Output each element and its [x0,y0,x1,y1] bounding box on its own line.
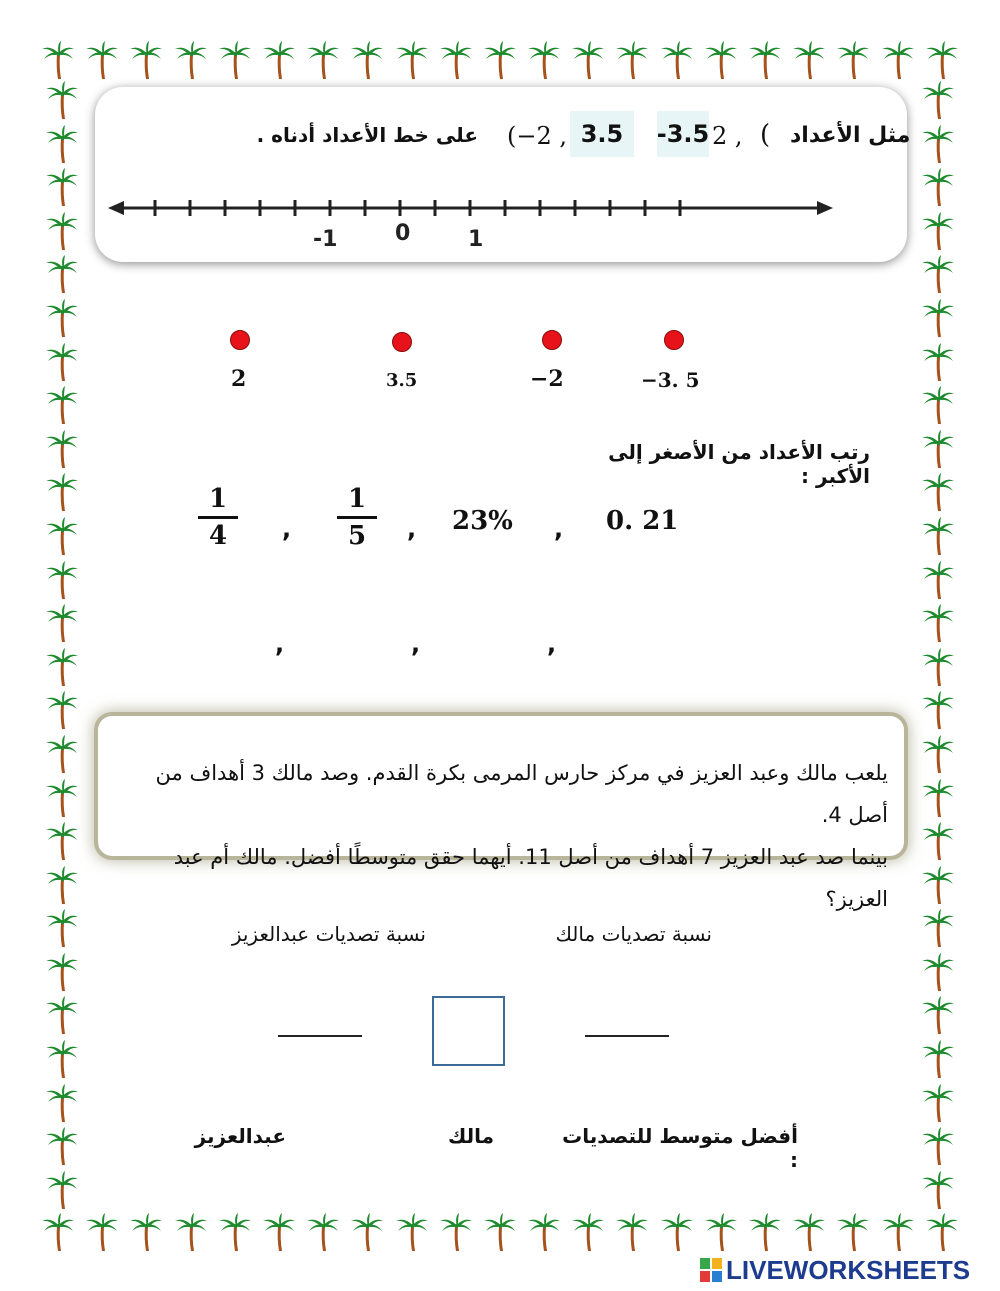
point-2-label: 2 [231,366,247,392]
palm-tree-icon [305,40,341,80]
palm-tree-icon [920,995,956,1035]
story-line-1: يلعب مالك وعبد العزيز في مركز حارس المرمى بكرة القدم. وصد مالك 3 أهداف من أصل 4. [155,761,888,827]
palm-tree-icon [920,1170,956,1210]
palm-tree-icon [791,1212,827,1252]
palm-tree-icon [526,1212,562,1252]
palm-tree-icon [920,865,956,905]
decimal-value[interactable]: 0. 21 [606,506,679,536]
separator-comma: , [282,515,292,543]
point-3-5-dot[interactable] [392,332,412,352]
palm-tree-icon [920,603,956,643]
option-malek[interactable]: مالك [447,1124,494,1148]
palm-tree-icon [920,254,956,294]
palm-tree-icon [920,734,956,774]
point-neg-3-5-dot[interactable] [664,330,684,350]
palm-border-right [918,80,958,1210]
malek-ratio-label: نسبة تصديات مالك [555,922,712,946]
comparison-box[interactable] [432,996,505,1066]
instruction-right: مثل الأعداد [790,123,911,148]
palm-tree-icon [40,40,76,80]
palm-tree-icon [438,40,474,80]
palm-tree-icon [44,603,80,643]
palm-border-top [40,40,960,84]
palm-tree-icon [44,865,80,905]
fraction-one-fifth[interactable] [337,484,377,551]
palm-tree-icon [920,211,956,251]
palm-tree-icon [44,211,80,251]
abdulaziz-ratio-label: نسبة تصديات عبدالعزيز [231,922,426,946]
set-value-neg-2: (−2 , [507,122,567,150]
palm-tree-icon [305,1212,341,1252]
palm-tree-icon [482,1212,518,1252]
palm-tree-icon [44,995,80,1035]
set-value-3-5[interactable]: 3.5 [570,111,634,157]
brand-name: LIVEWORKSHEETS [726,1254,971,1285]
palm-tree-icon [261,40,297,80]
palm-tree-icon [44,778,80,818]
palm-tree-icon [747,1212,783,1252]
palm-tree-icon [173,40,209,80]
palm-tree-icon [920,472,956,512]
palm-tree-icon [349,40,385,80]
palm-tree-icon [920,1039,956,1079]
set-value-neg-3-5[interactable]: -3.5 [657,111,709,157]
palm-tree-icon [920,298,956,338]
palm-tree-icon [44,1126,80,1166]
palm-tree-icon [920,429,956,469]
percent-value[interactable]: 23% [452,506,513,536]
paren-open: ( [760,120,771,150]
best-average-label: أفضل متوسط للتصديات : [562,1124,798,1172]
instruction-left: على خط الأعداد أدناه . [256,123,478,147]
palm-tree-icon [44,647,80,687]
palm-tree-icon [920,908,956,948]
palm-tree-icon [84,1212,120,1252]
tick-label-0: 0 [395,221,411,246]
palm-tree-icon [703,40,739,80]
number-line [108,190,833,260]
palm-tree-icon [44,690,80,730]
separator-comma: , [407,515,417,543]
story-text [118,752,888,920]
palm-tree-icon [349,1212,385,1252]
palm-tree-icon [920,342,956,382]
fraction-numerator: 1 [208,484,228,514]
palm-tree-icon [920,560,956,600]
palm-tree-icon [44,1083,80,1123]
point-neg-2-dot[interactable] [542,330,562,350]
palm-tree-icon [920,778,956,818]
palm-tree-icon [920,647,956,687]
palm-tree-icon [217,1212,253,1252]
palm-tree-icon [920,952,956,992]
palm-tree-icon [438,1212,474,1252]
palm-tree-icon [44,560,80,600]
palm-tree-icon [924,1212,960,1252]
palm-tree-icon [217,40,253,80]
story-line-2: بينما صد عبد العزيز 7 أهداف من أصل 11. أيهما حقق متوسطًا أفضل. مالك أم عبد العزيز؟ [173,845,888,911]
point-neg-3-5-label: −3. 5 [641,368,700,392]
palm-tree-icon [880,1212,916,1252]
palm-tree-icon [44,298,80,338]
palm-tree-icon [44,472,80,512]
palm-tree-icon [261,1212,297,1252]
tick-label-neg-1: -1 [313,227,338,252]
palm-border-left [42,80,82,1210]
fraction-one-quarter[interactable] [198,484,238,551]
palm-tree-icon [128,40,164,80]
palm-tree-icon [44,342,80,382]
palm-border-bottom [40,1212,960,1256]
palm-tree-icon [44,80,80,120]
palm-tree-icon [44,429,80,469]
palm-tree-icon [659,1212,695,1252]
answer-separator: , [275,630,285,658]
palm-tree-icon [173,1212,209,1252]
palm-tree-icon [920,1126,956,1166]
palm-tree-icon [44,1039,80,1079]
ordering-question: رتب الأعداد من الأصغر إلى الأكبر : [608,440,870,488]
palm-tree-icon [394,1212,430,1252]
palm-tree-icon [44,516,80,556]
palm-tree-icon [835,40,871,80]
palm-tree-icon [482,40,518,80]
answer-separator: , [411,630,421,658]
palm-tree-icon [920,821,956,861]
point-2-dot[interactable] [230,330,250,350]
palm-tree-icon [920,124,956,164]
option-abdulaziz[interactable]: عبدالعزيز [194,1124,286,1148]
fraction-denominator: 4 [208,520,228,551]
palm-tree-icon [570,40,606,80]
palm-tree-icon [44,821,80,861]
palm-tree-icon [44,734,80,774]
palm-tree-icon [920,516,956,556]
palm-tree-icon [747,40,783,80]
palm-tree-icon [703,1212,739,1252]
palm-tree-icon [920,385,956,425]
palm-tree-icon [614,40,650,80]
palm-tree-icon [128,1212,164,1252]
liveworksheets-logo [700,1256,970,1284]
palm-tree-icon [924,40,960,80]
palm-tree-icon [920,80,956,120]
palm-tree-icon [84,40,120,80]
set-value-2: 2 , [712,122,743,150]
liveworksheets-logo-icon [700,1258,722,1282]
palm-tree-icon [920,690,956,730]
palm-tree-icon [835,1212,871,1252]
point-neg-2-label: −2 [530,366,564,392]
palm-tree-icon [880,40,916,80]
palm-tree-icon [570,1212,606,1252]
malek-ratio-blank[interactable] [585,1035,669,1037]
palm-tree-icon [40,1212,76,1252]
palm-tree-icon [44,124,80,164]
palm-tree-icon [614,1212,650,1252]
palm-tree-icon [44,167,80,207]
palm-tree-icon [44,952,80,992]
palm-tree-icon [659,40,695,80]
fraction-numerator: 1 [347,484,367,514]
palm-tree-icon [44,1170,80,1210]
fraction-denominator: 5 [347,520,367,551]
palm-tree-icon [44,254,80,294]
point-3-5-label: 3.5 [386,370,418,391]
palm-tree-icon [920,1083,956,1123]
palm-tree-icon [44,908,80,948]
palm-tree-icon [394,40,430,80]
palm-tree-icon [920,167,956,207]
abdulaziz-ratio-blank[interactable] [278,1035,362,1037]
separator-comma: , [554,515,564,543]
palm-tree-icon [44,385,80,425]
tick-label-1: 1 [468,227,484,252]
palm-tree-icon [791,40,827,80]
answer-separator: , [547,630,557,658]
palm-tree-icon [526,40,562,80]
